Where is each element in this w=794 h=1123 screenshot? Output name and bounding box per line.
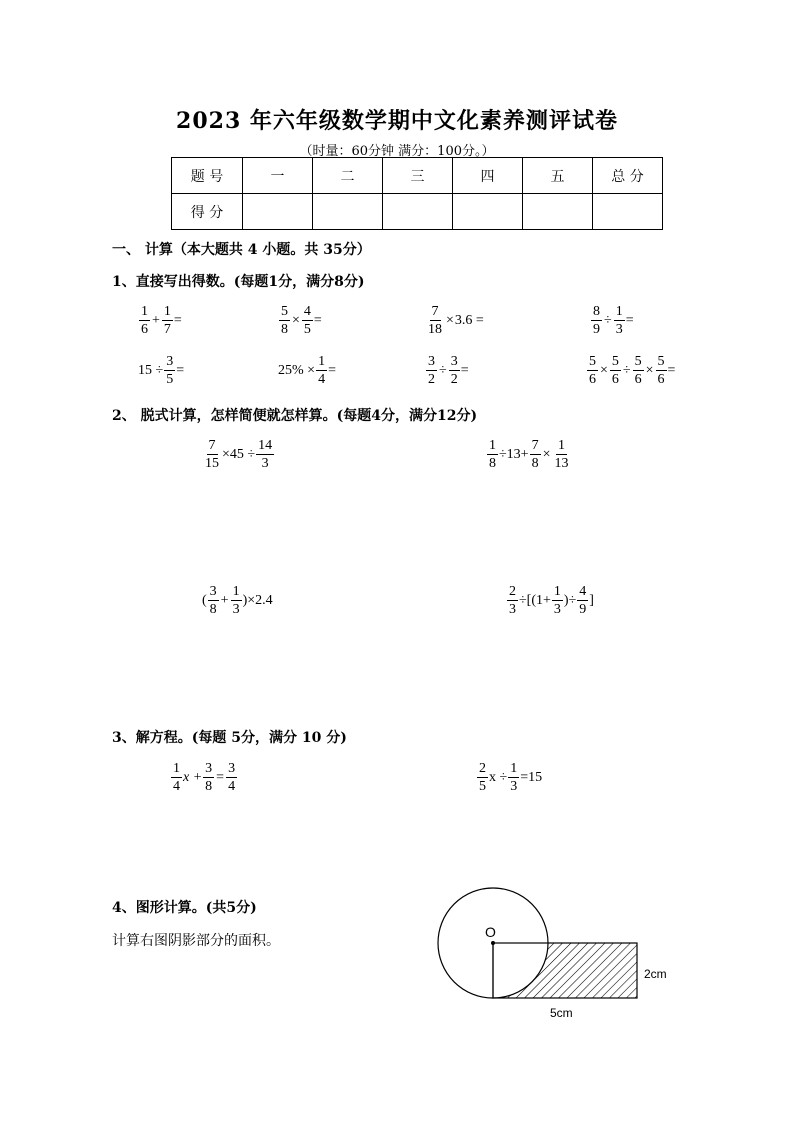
center-point: [491, 941, 495, 945]
question-3-heading: 3、解方程。(每题 5分，满分 10 分): [112, 730, 347, 746]
q3-equation-1: $\frac{1}{4}$ x + $\frac{3}{8}$ = $\frac{3}{4}$: [173, 761, 236, 794]
section-1-heading: 一、 计算（本大题共 4 小题。共 35分）: [112, 242, 371, 258]
q1-item-1: $\frac{1}{6}$ + $\frac{1}{7}$ =: [141, 304, 182, 337]
score-table: [171, 157, 663, 230]
center-label: O: [485, 924, 496, 940]
q1-item-8: $\frac{5}{6}$ × $\frac{5}{6}$ ÷ $\frac{5}{6}$ × $\frac{5}{6}$ =: [589, 354, 676, 387]
question-2-heading: 2、 脱式计算，怎样简便就怎样算。(每题4分，满分12分): [112, 408, 478, 424]
header-col-3: 三: [383, 158, 453, 194]
q2-expression-4: $\frac{2}{3}$ ÷[(1+ $\frac{1}{3}$ )÷ $\frac{4}{9}$ ]: [509, 584, 594, 617]
question-1-heading: 1、直接写出得数。(每题1分，满分8分): [112, 274, 365, 290]
score-table-score-row: [172, 194, 663, 230]
geometry-figure: [430, 880, 690, 1030]
score-cell[interactable]: [313, 194, 383, 230]
header-label: 题 号: [172, 158, 243, 194]
header-col-4: 四: [453, 158, 523, 194]
score-cell[interactable]: [383, 194, 453, 230]
score-cell[interactable]: [593, 194, 663, 230]
header-col-total: 总 分: [593, 158, 663, 194]
q3-equation-2: $\frac{2}{5}$ x ÷ $\frac{1}{3}$ =15: [479, 761, 543, 794]
q1-item-3: $\frac{7}{18}$ × 3.6 =: [428, 304, 484, 337]
page-title: 2023 年六年级数学期中文化素养测评试卷: [176, 108, 618, 134]
question-4-heading: 4、图形计算。(共5分): [112, 900, 257, 916]
header-col-5: 五: [523, 158, 593, 194]
height-label: 2cm: [644, 967, 667, 981]
header-col-2: 二: [313, 158, 383, 194]
q2-expression-3: ( $\frac{3}{8}$ + $\frac{1}{3}$ )×2.4: [202, 584, 273, 617]
score-cell[interactable]: [243, 194, 313, 230]
exam-info: （时量：60分钟 满分：100分。）: [299, 144, 495, 159]
question-4-text: 计算右图阴影部分的面积。: [112, 933, 280, 949]
score-cell[interactable]: [453, 194, 523, 230]
score-cell[interactable]: [523, 194, 593, 230]
q1-item-4: $\frac{8}{9}$ ÷ $\frac{1}{3}$ =: [593, 304, 634, 337]
q1-item-6: 25% × $\frac{1}{4}$ =: [278, 354, 336, 387]
score-row-label: 得 分: [172, 194, 243, 230]
header-col-1: 一: [243, 158, 313, 194]
width-label: 5cm: [550, 1006, 573, 1020]
q2-expression-1: $\frac{7}{15}$ ×45 ÷ $\frac{14}{3}$: [205, 438, 273, 471]
q1-item-5: 15 ÷ $\frac{3}{5}$ =: [138, 354, 185, 387]
q2-expression-2: $\frac{1}{8}$ ÷13+ $\frac{7}{8}$ × $\frac{1}{13}$: [489, 438, 569, 471]
q1-item-7: $\frac{3}{2}$ ÷ $\frac{3}{2}$ =: [428, 354, 469, 387]
score-table-header-row: [172, 158, 663, 194]
q1-item-2: $\frac{5}{8}$ × $\frac{4}{5}$ =: [281, 304, 322, 337]
